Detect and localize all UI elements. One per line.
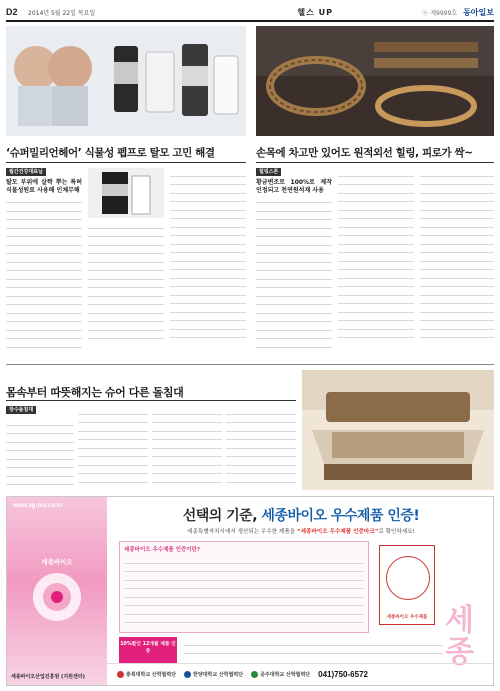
ad-subtitle: 세종특별자치시에서 생산되는 우수한 제품을 “세종바이오 우수제품 인증마크”로 확인하세요! — [187, 529, 415, 535]
partner-logo: 공주대학교 산학협력단 — [251, 671, 310, 678]
ad-box-title: 세종바이오 우수제품 인증이란? — [124, 547, 201, 553]
ad-info-box — [119, 541, 369, 633]
partner-logo: 한양대학교 산학협력단 — [184, 671, 243, 678]
stone-bed-photo — [302, 370, 494, 490]
bracelet-product-photo — [256, 26, 494, 136]
middle-headline: 몸속부터 따뜻해지는 슈어 다른 돌침대 — [6, 386, 184, 399]
issue-date: 2014년 5월 22일 목요일 — [28, 9, 96, 17]
article-column — [6, 168, 82, 358]
section-divider — [6, 364, 494, 365]
article-column — [152, 406, 222, 492]
certification-badge — [379, 545, 435, 625]
ad-footer — [107, 663, 493, 685]
ad-brand-name: 세종바이오 — [41, 558, 73, 566]
article-kicker: 힐링스톤 — [256, 168, 281, 176]
article-subhead: 탈모 부위에 살짝 뿌는 특허 식물성원료 사용해 인체무해 — [6, 179, 82, 194]
article-column — [88, 168, 164, 358]
ad-decorative-text: 세종 — [445, 603, 474, 670]
page-header — [6, 4, 494, 22]
ad-organization: 세종바이오산업진흥원 (지원센터) — [11, 674, 85, 680]
partner-icon — [251, 671, 258, 678]
article-column — [338, 168, 414, 358]
newspaper-logo: 동아일보 — [463, 7, 494, 17]
ad-url: www.sg-bio.co.kr — [13, 503, 63, 509]
article-column — [226, 406, 296, 492]
sale-description — [183, 637, 443, 654]
top-left-headline: ‘슈퍼밀리언헤어’ 식물성 펩프로 탈모 고민 해결 — [6, 147, 215, 159]
ad-side-panel — [7, 497, 107, 686]
product-box-image — [88, 168, 164, 218]
page-number: D2 — [6, 7, 18, 17]
top-right-headline: 손목에 차고만 있어도 원적외선 힐링, 피로가 싹~ — [256, 147, 473, 159]
ad-box-text — [120, 558, 368, 624]
article-column — [6, 406, 74, 492]
article-subhead: 황금변조로 100%로 제작 인정되고 천연원석재 사용 — [256, 179, 332, 194]
article-kicker: 장수돌침대 — [6, 406, 36, 414]
partner-logo: 충북대학교 산학협력단 — [117, 671, 176, 678]
seal-icon — [386, 556, 430, 600]
section-title: 헬스 UP — [297, 7, 333, 17]
article-column — [256, 168, 332, 358]
article-column — [420, 168, 494, 358]
brand-logo-icon — [17, 569, 97, 625]
partner-icon — [117, 671, 124, 678]
divider — [6, 400, 296, 401]
article-column — [78, 406, 148, 492]
article-column — [170, 168, 246, 358]
divider — [6, 162, 246, 163]
phone-number[interactable]: 041)750-6572 — [318, 670, 368, 679]
ad-title: 선택의 기준, 세종바이오 우수제품 인증! — [182, 508, 420, 524]
badge-label: 세종바이오 우수제품 — [386, 615, 428, 620]
hair-product-photo — [6, 26, 246, 136]
sale-label: 10%할인 12개월 제품 인증 — [119, 637, 177, 663]
partner-icon — [184, 671, 191, 678]
divider — [256, 162, 494, 163]
edition-number: ⓐ 제9999호 — [422, 9, 458, 17]
advertisement-banner — [6, 496, 494, 686]
article-kicker: 월간건강대표님 — [6, 168, 46, 176]
